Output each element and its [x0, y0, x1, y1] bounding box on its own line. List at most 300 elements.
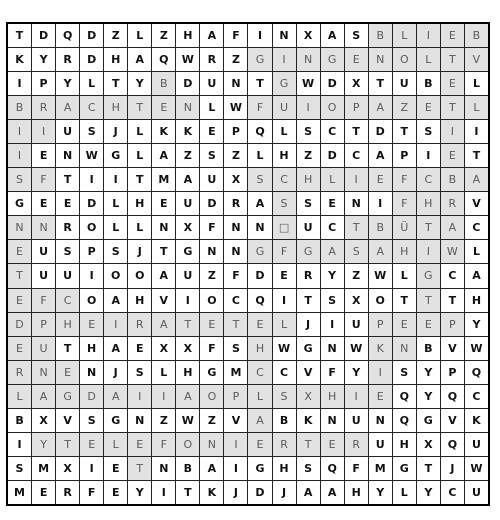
- grid-cell[interactable]: R: [200, 48, 224, 72]
- grid-cell[interactable]: W: [344, 336, 368, 360]
- grid-cell[interactable]: D: [32, 23, 56, 48]
- grid-cell[interactable]: O: [80, 288, 104, 312]
- grid-cell[interactable]: R: [56, 480, 80, 505]
- grid-cell[interactable]: R: [32, 96, 56, 120]
- grid-cell[interactable]: V: [440, 408, 464, 432]
- grid-cell[interactable]: L: [104, 192, 128, 216]
- grid-cell[interactable]: I: [80, 456, 104, 480]
- grid-cell[interactable]: F: [392, 168, 416, 192]
- grid-cell[interactable]: Y: [464, 312, 489, 336]
- grid-cell[interactable]: Y: [320, 264, 344, 288]
- grid-cell[interactable]: H: [392, 432, 416, 456]
- grid-cell[interactable]: G: [176, 240, 200, 264]
- grid-cell[interactable]: A: [296, 480, 320, 505]
- grid-cell[interactable]: N: [344, 192, 368, 216]
- grid-cell[interactable]: X: [296, 384, 320, 408]
- grid-cell[interactable]: C: [272, 360, 296, 384]
- grid-cell[interactable]: B: [7, 96, 32, 120]
- grid-cell[interactable]: U: [296, 216, 320, 240]
- grid-cell[interactable]: N: [224, 72, 248, 96]
- grid-cell[interactable]: G: [56, 384, 80, 408]
- grid-cell[interactable]: L: [104, 216, 128, 240]
- grid-cell[interactable]: S: [296, 192, 320, 216]
- grid-cell[interactable]: A: [152, 264, 176, 288]
- grid-cell[interactable]: Y: [416, 360, 440, 384]
- grid-cell[interactable]: R: [128, 312, 152, 336]
- grid-cell[interactable]: T: [344, 216, 368, 240]
- grid-cell[interactable]: N: [152, 216, 176, 240]
- grid-cell[interactable]: Y: [56, 72, 80, 96]
- grid-cell[interactable]: E: [320, 192, 344, 216]
- grid-cell[interactable]: A: [152, 144, 176, 168]
- grid-cell[interactable]: U: [464, 432, 489, 456]
- grid-cell[interactable]: T: [392, 288, 416, 312]
- grid-cell[interactable]: P: [440, 360, 464, 384]
- grid-cell[interactable]: E: [200, 312, 224, 336]
- grid-cell[interactable]: A: [176, 168, 200, 192]
- grid-cell[interactable]: U: [344, 312, 368, 336]
- grid-cell[interactable]: H: [80, 336, 104, 360]
- grid-cell[interactable]: I: [296, 96, 320, 120]
- grid-cell[interactable]: E: [104, 480, 128, 505]
- grid-cell[interactable]: H: [104, 48, 128, 72]
- grid-cell[interactable]: B: [7, 408, 32, 432]
- grid-cell[interactable]: E: [56, 360, 80, 384]
- grid-cell[interactable]: N: [368, 408, 392, 432]
- grid-cell[interactable]: V: [464, 48, 489, 72]
- grid-cell[interactable]: Q: [440, 384, 464, 408]
- grid-cell[interactable]: C: [464, 384, 489, 408]
- grid-cell[interactable]: Z: [224, 144, 248, 168]
- grid-cell[interactable]: Q: [56, 23, 80, 48]
- grid-cell[interactable]: T: [440, 48, 464, 72]
- grid-cell[interactable]: E: [7, 336, 32, 360]
- grid-cell[interactable]: X: [344, 72, 368, 96]
- grid-cell[interactable]: Z: [104, 23, 128, 48]
- grid-cell[interactable]: N: [152, 456, 176, 480]
- grid-cell[interactable]: W: [440, 240, 464, 264]
- grid-cell[interactable]: S: [224, 336, 248, 360]
- grid-cell[interactable]: N: [200, 240, 224, 264]
- grid-cell[interactable]: I: [7, 72, 32, 96]
- grid-cell[interactable]: U: [56, 264, 80, 288]
- grid-cell[interactable]: E: [416, 96, 440, 120]
- grid-cell[interactable]: E: [440, 72, 464, 96]
- grid-cell[interactable]: I: [464, 120, 489, 144]
- grid-cell[interactable]: E: [248, 432, 272, 456]
- grid-cell[interactable]: T: [296, 432, 320, 456]
- grid-cell[interactable]: T: [368, 72, 392, 96]
- grid-cell[interactable]: G: [200, 360, 224, 384]
- grid-cell[interactable]: A: [464, 264, 489, 288]
- grid-cell[interactable]: N: [176, 96, 200, 120]
- grid-cell[interactable]: L: [464, 96, 489, 120]
- grid-cell[interactable]: L: [320, 168, 344, 192]
- grid-cell[interactable]: J: [128, 240, 152, 264]
- grid-cell[interactable]: H: [104, 96, 128, 120]
- grid-cell[interactable]: R: [440, 192, 464, 216]
- grid-cell[interactable]: R: [224, 192, 248, 216]
- grid-cell[interactable]: N: [200, 432, 224, 456]
- grid-cell[interactable]: L: [7, 384, 32, 408]
- grid-cell[interactable]: B: [152, 72, 176, 96]
- grid-cell[interactable]: T: [104, 72, 128, 96]
- grid-cell[interactable]: L: [128, 120, 152, 144]
- grid-cell[interactable]: F: [392, 192, 416, 216]
- grid-cell[interactable]: V: [296, 360, 320, 384]
- grid-cell[interactable]: G: [296, 240, 320, 264]
- grid-cell[interactable]: B: [416, 336, 440, 360]
- grid-cell[interactable]: I: [344, 168, 368, 192]
- grid-cell[interactable]: F: [80, 480, 104, 505]
- grid-cell[interactable]: X: [56, 456, 80, 480]
- grid-cell[interactable]: Q: [248, 120, 272, 144]
- grid-cell[interactable]: A: [368, 96, 392, 120]
- grid-cell[interactable]: L: [128, 216, 152, 240]
- grid-cell[interactable]: D: [176, 72, 200, 96]
- grid-cell[interactable]: D: [368, 120, 392, 144]
- grid-cell[interactable]: N: [320, 336, 344, 360]
- grid-cell[interactable]: M: [32, 456, 56, 480]
- grid-cell[interactable]: N: [224, 240, 248, 264]
- grid-cell[interactable]: A: [32, 384, 56, 408]
- grid-cell[interactable]: A: [320, 240, 344, 264]
- grid-cell[interactable]: A: [200, 456, 224, 480]
- grid-cell[interactable]: N: [248, 216, 272, 240]
- grid-cell[interactable]: N: [56, 144, 80, 168]
- grid-cell[interactable]: Y: [32, 432, 56, 456]
- grid-cell[interactable]: I: [128, 384, 152, 408]
- grid-cell[interactable]: L: [200, 96, 224, 120]
- grid-cell[interactable]: T: [464, 144, 489, 168]
- grid-cell[interactable]: X: [176, 216, 200, 240]
- grid-cell[interactable]: I: [320, 312, 344, 336]
- grid-cell[interactable]: P: [32, 312, 56, 336]
- grid-cell[interactable]: B: [416, 72, 440, 96]
- grid-cell[interactable]: H: [272, 144, 296, 168]
- grid-cell[interactable]: G: [392, 456, 416, 480]
- grid-cell[interactable]: E: [248, 312, 272, 336]
- grid-cell[interactable]: R: [272, 432, 296, 456]
- grid-cell[interactable]: S: [344, 23, 368, 48]
- grid-cell[interactable]: C: [248, 360, 272, 384]
- grid-cell[interactable]: I: [104, 312, 128, 336]
- grid-cell[interactable]: C: [224, 288, 248, 312]
- grid-cell[interactable]: D: [248, 480, 272, 505]
- grid-cell[interactable]: N: [320, 408, 344, 432]
- grid-cell[interactable]: T: [416, 216, 440, 240]
- grid-cell[interactable]: E: [392, 312, 416, 336]
- grid-cell[interactable]: T: [128, 456, 152, 480]
- grid-cell[interactable]: C: [344, 144, 368, 168]
- grid-cell[interactable]: E: [440, 23, 464, 48]
- grid-cell[interactable]: O: [320, 96, 344, 120]
- grid-cell[interactable]: A: [176, 384, 200, 408]
- grid-cell[interactable]: Ü: [392, 216, 416, 240]
- grid-cell[interactable]: S: [320, 288, 344, 312]
- grid-cell[interactable]: T: [7, 23, 32, 48]
- grid-cell[interactable]: E: [368, 384, 392, 408]
- grid-cell[interactable]: L: [128, 144, 152, 168]
- grid-cell[interactable]: I: [104, 168, 128, 192]
- grid-cell[interactable]: K: [152, 120, 176, 144]
- grid-cell[interactable]: E: [152, 192, 176, 216]
- grid-cell[interactable]: L: [104, 432, 128, 456]
- grid-cell[interactable]: H: [248, 336, 272, 360]
- grid-cell[interactable]: T: [416, 288, 440, 312]
- grid-cell[interactable]: X: [176, 336, 200, 360]
- grid-cell[interactable]: E: [32, 192, 56, 216]
- grid-cell[interactable]: N: [272, 23, 296, 48]
- grid-cell[interactable]: Y: [416, 480, 440, 505]
- grid-cell[interactable]: Z: [152, 23, 176, 48]
- grid-cell[interactable]: Z: [344, 264, 368, 288]
- grid-cell[interactable]: F: [224, 23, 248, 48]
- grid-cell[interactable]: C: [56, 288, 80, 312]
- grid-cell[interactable]: Z: [296, 144, 320, 168]
- grid-cell[interactable]: I: [32, 120, 56, 144]
- grid-cell[interactable]: Z: [200, 264, 224, 288]
- grid-cell[interactable]: T: [56, 336, 80, 360]
- grid-cell[interactable]: X: [416, 432, 440, 456]
- grid-cell[interactable]: N: [224, 216, 248, 240]
- grid-cell[interactable]: G: [272, 72, 296, 96]
- grid-cell[interactable]: A: [368, 144, 392, 168]
- grid-cell[interactable]: O: [368, 288, 392, 312]
- grid-cell[interactable]: O: [104, 264, 128, 288]
- grid-cell[interactable]: P: [368, 312, 392, 336]
- grid-cell[interactable]: J: [296, 312, 320, 336]
- grid-cell[interactable]: D: [80, 192, 104, 216]
- grid-cell[interactable]: D: [320, 144, 344, 168]
- grid-cell[interactable]: P: [224, 384, 248, 408]
- grid-cell[interactable]: K: [7, 48, 32, 72]
- grid-cell[interactable]: C: [416, 168, 440, 192]
- grid-cell[interactable]: L: [152, 360, 176, 384]
- grid-cell[interactable]: E: [56, 192, 80, 216]
- grid-cell[interactable]: A: [56, 96, 80, 120]
- grid-cell[interactable]: X: [224, 168, 248, 192]
- grid-cell[interactable]: X: [296, 23, 320, 48]
- grid-cell[interactable]: E: [200, 120, 224, 144]
- grid-cell[interactable]: S: [416, 120, 440, 144]
- grid-cell[interactable]: E: [128, 432, 152, 456]
- grid-cell[interactable]: V: [440, 336, 464, 360]
- grid-cell[interactable]: O: [200, 288, 224, 312]
- grid-cell[interactable]: M: [224, 360, 248, 384]
- grid-cell[interactable]: E: [7, 240, 32, 264]
- grid-cell[interactable]: S: [104, 240, 128, 264]
- grid-cell[interactable]: C: [440, 264, 464, 288]
- grid-cell[interactable]: D: [80, 23, 104, 48]
- grid-cell[interactable]: H: [392, 240, 416, 264]
- grid-cell[interactable]: S: [80, 408, 104, 432]
- grid-cell[interactable]: G: [320, 48, 344, 72]
- grid-cell[interactable]: D: [248, 264, 272, 288]
- grid-cell[interactable]: A: [248, 408, 272, 432]
- grid-cell[interactable]: I: [80, 264, 104, 288]
- grid-cell[interactable]: W: [368, 264, 392, 288]
- grid-cell[interactable]: C: [464, 216, 489, 240]
- grid-cell[interactable]: O: [392, 48, 416, 72]
- grid-cell[interactable]: T: [176, 312, 200, 336]
- grid-cell[interactable]: L: [80, 72, 104, 96]
- grid-cell[interactable]: H: [56, 312, 80, 336]
- grid-cell[interactable]: R: [56, 48, 80, 72]
- grid-cell[interactable]: E: [344, 48, 368, 72]
- grid-cell[interactable]: H: [128, 288, 152, 312]
- grid-cell[interactable]: T: [152, 240, 176, 264]
- grid-cell[interactable]: Z: [176, 144, 200, 168]
- grid-cell[interactable]: E: [272, 264, 296, 288]
- grid-cell[interactable]: J: [104, 360, 128, 384]
- grid-cell[interactable]: P: [344, 96, 368, 120]
- grid-cell[interactable]: K: [200, 480, 224, 505]
- grid-cell[interactable]: E: [7, 288, 32, 312]
- grid-cell[interactable]: Q: [152, 48, 176, 72]
- grid-cell[interactable]: E: [128, 336, 152, 360]
- grid-cell[interactable]: P: [224, 120, 248, 144]
- grid-cell[interactable]: D: [80, 384, 104, 408]
- grid-cell[interactable]: T: [56, 168, 80, 192]
- grid-cell[interactable]: E: [368, 168, 392, 192]
- grid-cell[interactable]: J: [272, 480, 296, 505]
- grid-cell[interactable]: O: [200, 384, 224, 408]
- grid-cell[interactable]: D: [80, 48, 104, 72]
- grid-cell[interactable]: T: [128, 168, 152, 192]
- grid-cell[interactable]: I: [368, 192, 392, 216]
- grid-cell[interactable]: A: [104, 288, 128, 312]
- grid-cell[interactable]: A: [440, 216, 464, 240]
- grid-cell[interactable]: Q: [464, 360, 489, 384]
- grid-cell[interactable]: F: [320, 360, 344, 384]
- grid-cell[interactable]: T: [440, 288, 464, 312]
- grid-cell[interactable]: Y: [344, 360, 368, 384]
- grid-cell[interactable]: L: [464, 240, 489, 264]
- grid-cell[interactable]: L: [248, 384, 272, 408]
- grid-cell[interactable]: L: [272, 312, 296, 336]
- grid-cell[interactable]: W: [80, 144, 104, 168]
- grid-cell[interactable]: W: [272, 336, 296, 360]
- grid-cell[interactable]: J: [104, 120, 128, 144]
- grid-cell[interactable]: I: [272, 288, 296, 312]
- grid-cell[interactable]: U: [200, 168, 224, 192]
- grid-cell[interactable]: C: [80, 96, 104, 120]
- grid-cell[interactable]: D: [320, 72, 344, 96]
- grid-cell[interactable]: Q: [248, 288, 272, 312]
- grid-cell[interactable]: E: [80, 312, 104, 336]
- grid-cell[interactable]: U: [176, 264, 200, 288]
- grid-cell[interactable]: H: [272, 456, 296, 480]
- grid-cell[interactable]: I: [368, 360, 392, 384]
- grid-cell[interactable]: R: [56, 216, 80, 240]
- grid-cell[interactable]: B: [368, 216, 392, 240]
- grid-cell[interactable]: H: [464, 288, 489, 312]
- grid-cell[interactable]: G: [104, 408, 128, 432]
- grid-cell[interactable]: V: [56, 408, 80, 432]
- grid-cell[interactable]: I: [80, 168, 104, 192]
- grid-cell[interactable]: N: [80, 360, 104, 384]
- grid-cell[interactable]: S: [7, 456, 32, 480]
- grid-cell[interactable]: J: [440, 456, 464, 480]
- grid-cell[interactable]: A: [128, 48, 152, 72]
- grid-cell[interactable]: G: [248, 456, 272, 480]
- grid-cell[interactable]: F: [200, 336, 224, 360]
- grid-cell[interactable]: N: [392, 336, 416, 360]
- grid-cell[interactable]: Y: [128, 480, 152, 505]
- grid-cell[interactable]: A: [104, 384, 128, 408]
- grid-cell[interactable]: □: [272, 216, 296, 240]
- grid-cell[interactable]: L: [392, 23, 416, 48]
- grid-cell[interactable]: I: [440, 120, 464, 144]
- grid-cell[interactable]: Z: [152, 408, 176, 432]
- grid-cell[interactable]: Y: [32, 48, 56, 72]
- grid-cell[interactable]: U: [272, 96, 296, 120]
- grid-cell[interactable]: U: [32, 336, 56, 360]
- grid-cell[interactable]: E: [80, 432, 104, 456]
- grid-cell[interactable]: H: [320, 384, 344, 408]
- grid-cell[interactable]: B: [464, 23, 489, 48]
- grid-cell[interactable]: Q: [320, 456, 344, 480]
- grid-cell[interactable]: G: [416, 264, 440, 288]
- grid-cell[interactable]: S: [296, 120, 320, 144]
- grid-cell[interactable]: A: [320, 480, 344, 505]
- grid-cell[interactable]: I: [7, 432, 32, 456]
- grid-cell[interactable]: I: [224, 432, 248, 456]
- grid-cell[interactable]: H: [176, 23, 200, 48]
- grid-cell[interactable]: U: [344, 408, 368, 432]
- grid-cell[interactable]: X: [152, 336, 176, 360]
- grid-cell[interactable]: E: [416, 312, 440, 336]
- grid-cell[interactable]: U: [464, 480, 489, 505]
- grid-cell[interactable]: S: [344, 240, 368, 264]
- grid-cell[interactable]: C: [320, 216, 344, 240]
- grid-cell[interactable]: A: [320, 23, 344, 48]
- grid-cell[interactable]: U: [176, 192, 200, 216]
- grid-cell[interactable]: I: [7, 144, 32, 168]
- grid-cell[interactable]: P: [80, 240, 104, 264]
- grid-cell[interactable]: A: [248, 192, 272, 216]
- grid-cell[interactable]: N: [368, 48, 392, 72]
- grid-cell[interactable]: I: [248, 23, 272, 48]
- grid-cell[interactable]: T: [176, 480, 200, 505]
- grid-cell[interactable]: H: [344, 480, 368, 505]
- grid-cell[interactable]: N: [128, 408, 152, 432]
- grid-cell[interactable]: Y: [416, 384, 440, 408]
- grid-cell[interactable]: S: [200, 144, 224, 168]
- grid-cell[interactable]: S: [272, 192, 296, 216]
- grid-cell[interactable]: R: [344, 432, 368, 456]
- grid-cell[interactable]: U: [392, 72, 416, 96]
- grid-cell[interactable]: L: [248, 144, 272, 168]
- grid-cell[interactable]: I: [224, 456, 248, 480]
- grid-cell[interactable]: H: [416, 192, 440, 216]
- grid-cell[interactable]: W: [464, 456, 489, 480]
- grid-cell[interactable]: I: [152, 384, 176, 408]
- grid-cell[interactable]: S: [248, 168, 272, 192]
- grid-cell[interactable]: P: [392, 144, 416, 168]
- grid-cell[interactable]: T: [248, 72, 272, 96]
- grid-cell[interactable]: A: [152, 312, 176, 336]
- grid-cell[interactable]: F: [200, 216, 224, 240]
- grid-cell[interactable]: D: [200, 192, 224, 216]
- grid-cell[interactable]: L: [392, 264, 416, 288]
- grid-cell[interactable]: M: [152, 168, 176, 192]
- grid-cell[interactable]: L: [272, 120, 296, 144]
- grid-cell[interactable]: G: [296, 336, 320, 360]
- grid-cell[interactable]: T: [7, 264, 32, 288]
- grid-cell[interactable]: S: [7, 168, 32, 192]
